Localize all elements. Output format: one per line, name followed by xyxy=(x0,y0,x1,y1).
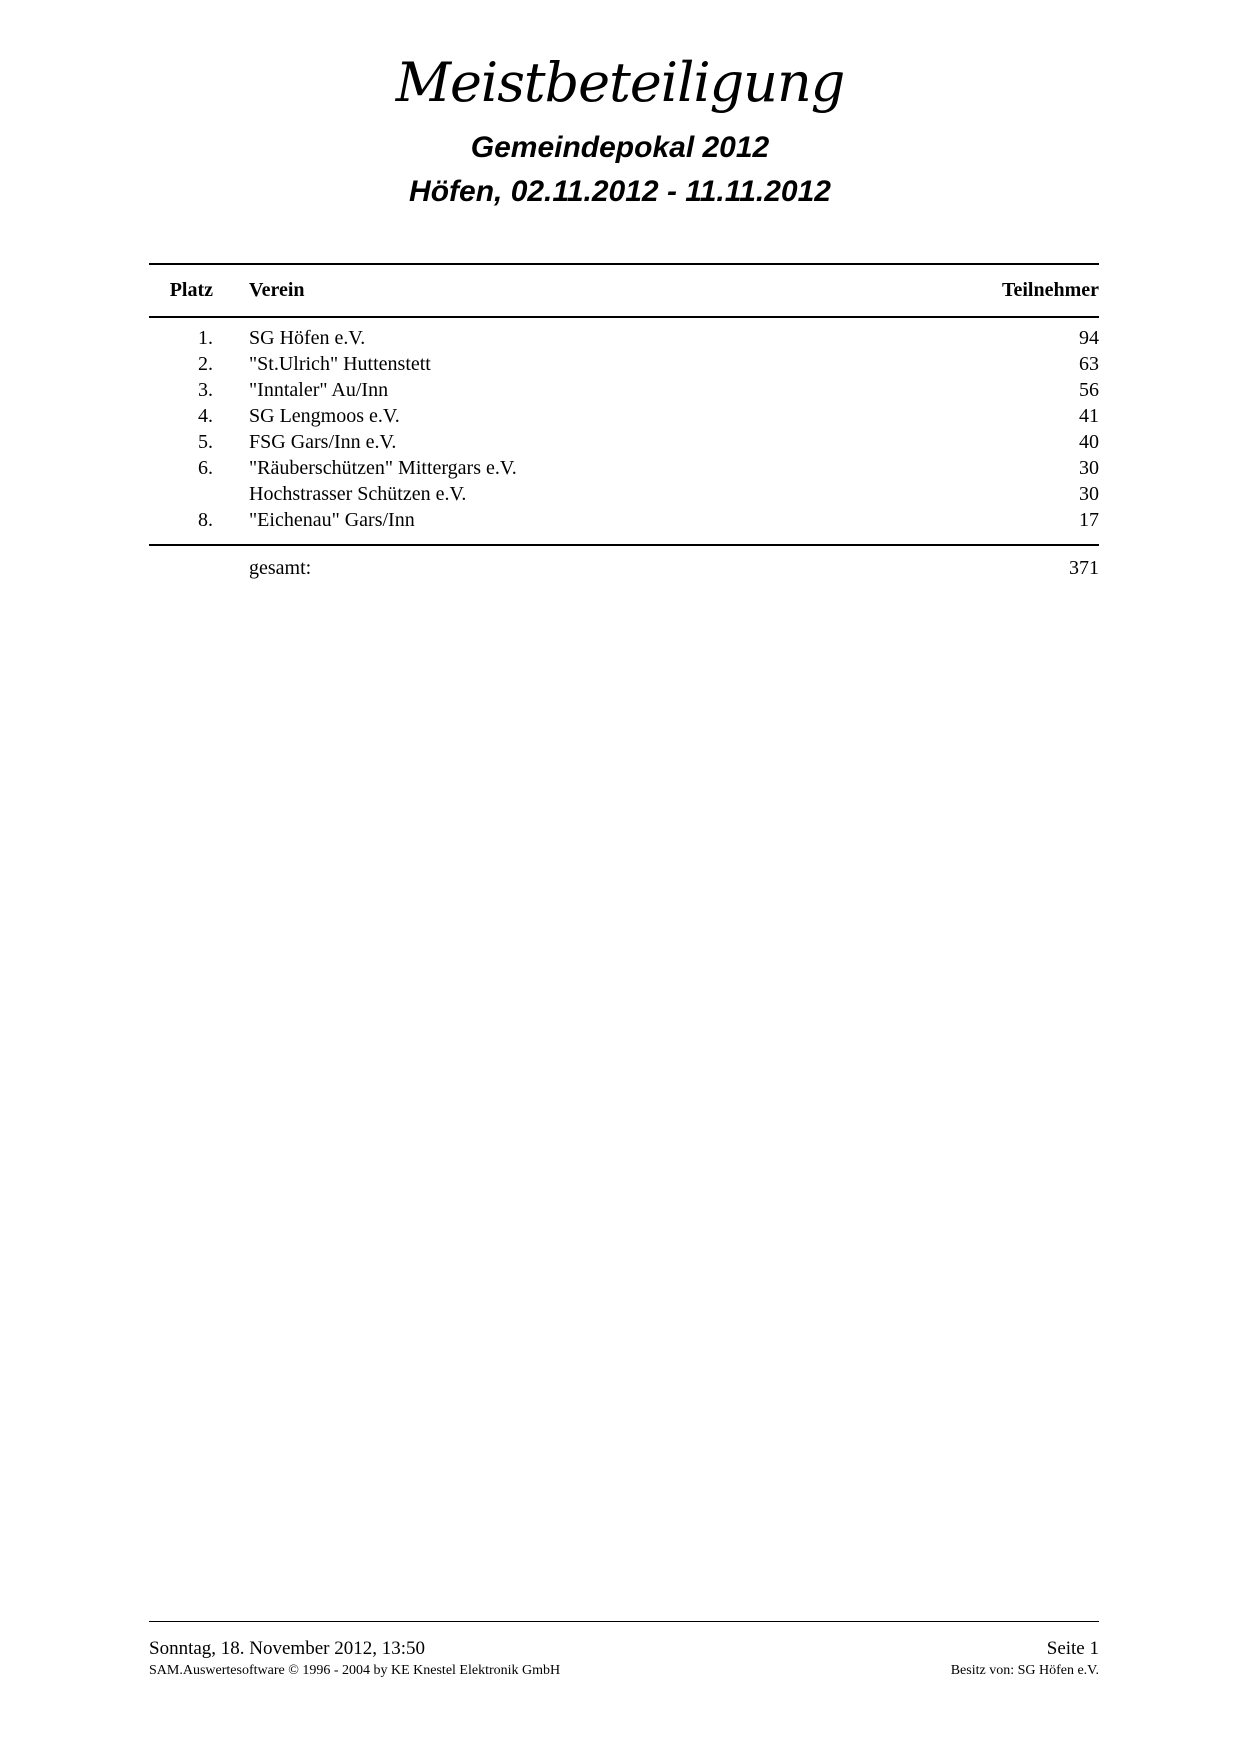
row-teilnehmer: 41 xyxy=(1079,405,1099,427)
column-header-platz: Platz xyxy=(169,279,213,301)
row-teilnehmer: 30 xyxy=(1079,483,1099,505)
table-header-rule xyxy=(149,316,1099,318)
row-verein: FSG Gars/Inn e.V. xyxy=(249,431,397,453)
row-verein: SG Lengmoos e.V. xyxy=(249,405,400,427)
row-platz: 4. xyxy=(198,405,213,427)
row-platz: 3. xyxy=(198,379,213,401)
column-header-teilnehmer: Teilnehmer xyxy=(1001,279,1099,301)
footer-primary xyxy=(149,1637,1099,1661)
row-platz: 1. xyxy=(198,327,213,349)
document-title: Meistbeteiligung xyxy=(395,51,845,114)
row-teilnehmer: 63 xyxy=(1079,353,1099,375)
table-top-rule xyxy=(149,263,1099,265)
event-location-dates: Höfen, 02.11.2012 - 11.11.2012 xyxy=(409,175,831,208)
row-platz: 2. xyxy=(198,353,213,375)
column-header-verein: Verein xyxy=(249,279,305,301)
footer-page-number: Seite 1 xyxy=(1046,1638,1099,1659)
table-row xyxy=(149,455,1099,481)
row-teilnehmer: 94 xyxy=(1079,327,1099,349)
row-platz: 6. xyxy=(198,457,213,479)
row-verein: Hochstrasser Schützen e.V. xyxy=(249,483,467,505)
row-verein: "St.Ulrich" Huttenstett xyxy=(249,353,431,375)
table-row xyxy=(149,481,1099,507)
footer-secondary xyxy=(149,1662,1099,1680)
table-row xyxy=(149,351,1099,377)
table-row xyxy=(149,429,1099,455)
table-row xyxy=(149,325,1099,351)
row-verein: "Inntaler" Au/Inn xyxy=(249,379,389,401)
footer-software-credit: SAM.Auswertesoftware © 1996 - 2004 by KE Knestel Elektronik GmbH xyxy=(149,1663,561,1678)
table-total-row xyxy=(149,555,1099,581)
row-verein: "Eichenau" Gars/Inn xyxy=(249,509,415,531)
row-teilnehmer: 56 xyxy=(1079,379,1099,401)
footer-rule xyxy=(149,1621,1099,1622)
row-teilnehmer: 40 xyxy=(1079,431,1099,453)
footer-datetime: Sonntag, 18. November 2012, 13:50 xyxy=(149,1638,426,1659)
row-teilnehmer: 30 xyxy=(1079,457,1099,479)
table-row xyxy=(149,403,1099,429)
row-verein: "Räuberschützen" Mittergars e.V. xyxy=(249,457,517,479)
row-verein: SG Höfen e.V. xyxy=(249,327,366,349)
footer-owner: Besitz von: SG Höfen e.V. xyxy=(950,1663,1099,1678)
table-bottom-rule xyxy=(149,544,1099,546)
total-value: 371 xyxy=(1069,557,1099,579)
event-subtitle: Gemeindepokal 2012 xyxy=(470,131,770,164)
row-teilnehmer: 17 xyxy=(1079,509,1099,531)
table-row xyxy=(149,507,1099,533)
table-row xyxy=(149,377,1099,403)
row-platz: 8. xyxy=(198,509,213,531)
total-label: gesamt: xyxy=(249,557,312,579)
table-header-row xyxy=(149,277,1099,303)
row-platz: 5. xyxy=(198,431,213,453)
